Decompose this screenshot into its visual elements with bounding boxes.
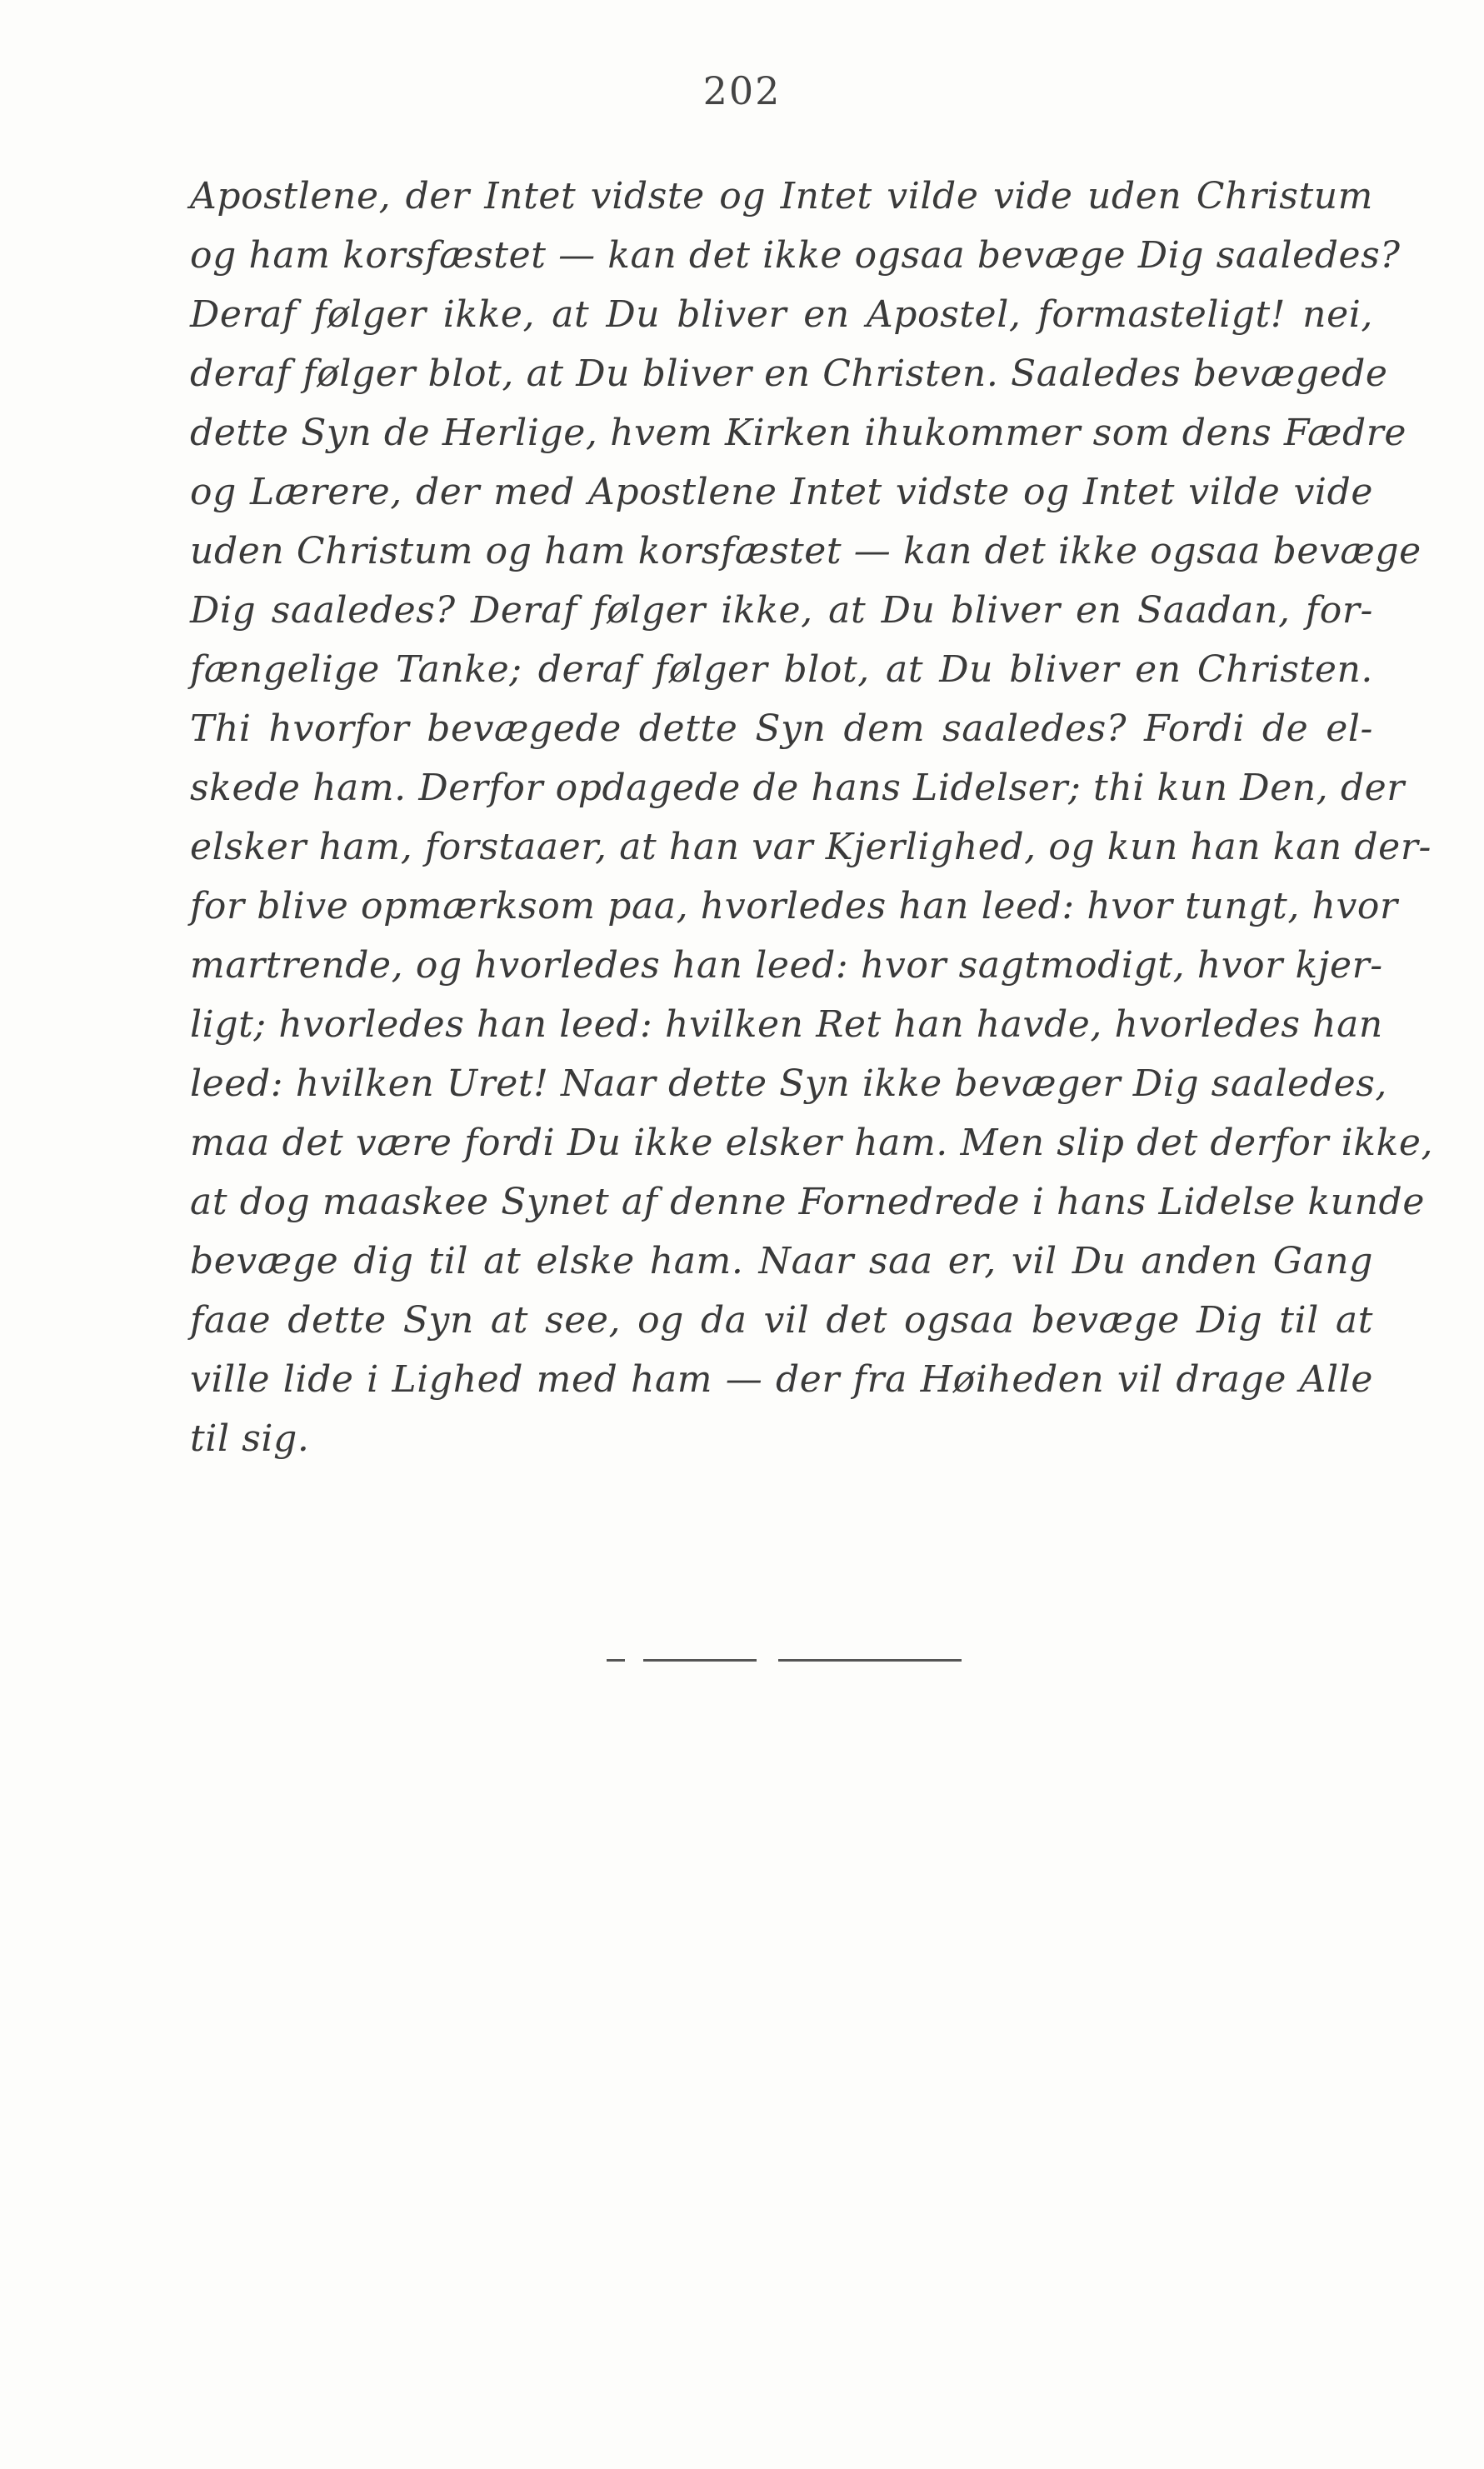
text-line: og ham korsfæstet — kan det ikke ogsaa bevæge Dig saaledes?: [190, 234, 1401, 277]
text-line: Apostlene, der Intet vidste og Intet vilde vide uden Christum: [190, 175, 1373, 217]
text-line: ligt; hvorledes han leed: hvilken Ret han havde, hvorledes han: [190, 1003, 1383, 1046]
text-line: elsker ham, forstaaer, at han var Kjerlighed, og kun han kan der-: [190, 826, 1432, 868]
text-line: deraf følger blot, at Du bliver en Christen. Saaledes bevægede: [190, 352, 1388, 395]
text-line: martrende, og hvorledes han leed: hvor sagtmodigt, hvor kjer-: [190, 944, 1383, 987]
text-line: dette Syn de Herlige, hvem Kirken ihukommer som dens Fædre: [190, 412, 1407, 454]
text-line: uden Christum og ham korsfæstet — kan det ikke ogsaa bevæge: [190, 530, 1422, 572]
text-line: maa det være fordi Du ikke elsker ham. Men slip det derfor ikke,: [190, 1122, 1434, 1164]
text-line: og Lærere, der med Apostlene Intet vidste og Intet vilde vide: [190, 471, 1373, 513]
text-line: Dig saaledes? Deraf følger ikke, at Du bliver en Saadan, for-: [190, 589, 1373, 632]
text-line: fængelige Tanke; deraf følger blot, at Du bliver en Christen.: [190, 648, 1373, 691]
text-line: skede ham. Derfor opdagede de hans Lidelser; thi kun Den, der: [190, 767, 1405, 809]
page-number: 202: [702, 68, 782, 113]
body-text: [190, 167, 1434, 1468]
text-line: for blive opmærksom paa, hvorledes han leed: hvor tungt, hvor: [190, 885, 1398, 927]
divider-rule: [607, 1659, 625, 1662]
text-line: leed: hvilken Uret! Naar dette Syn ikke bevæger Dig saaledes,: [190, 1062, 1387, 1105]
divider-rule: [778, 1659, 962, 1662]
divider-rule: [643, 1659, 757, 1662]
text-line: til sig.: [190, 1417, 310, 1460]
text-line: ville lide i Lighed med ham — der fra Høiheden vil drage Alle: [190, 1358, 1373, 1401]
text-line: at dog maaskee Synet af denne Fornedrede i hans Lidelse kunde: [190, 1181, 1425, 1223]
text-line: Deraf følger ikke, at Du bliver en Apostel, formasteligt! nei,: [190, 293, 1373, 336]
section-divider: [0, 1659, 1484, 1662]
text-line: bevæge dig til at elske ham. Naar saa er, vil Du anden Gang: [190, 1240, 1373, 1282]
text-line: Thi hvorfor bevægede dette Syn dem saaledes? Fordi de el-: [190, 707, 1373, 750]
text-line: faae dette Syn at see, og da vil det ogsaa bevæge Dig til at: [190, 1299, 1373, 1342]
